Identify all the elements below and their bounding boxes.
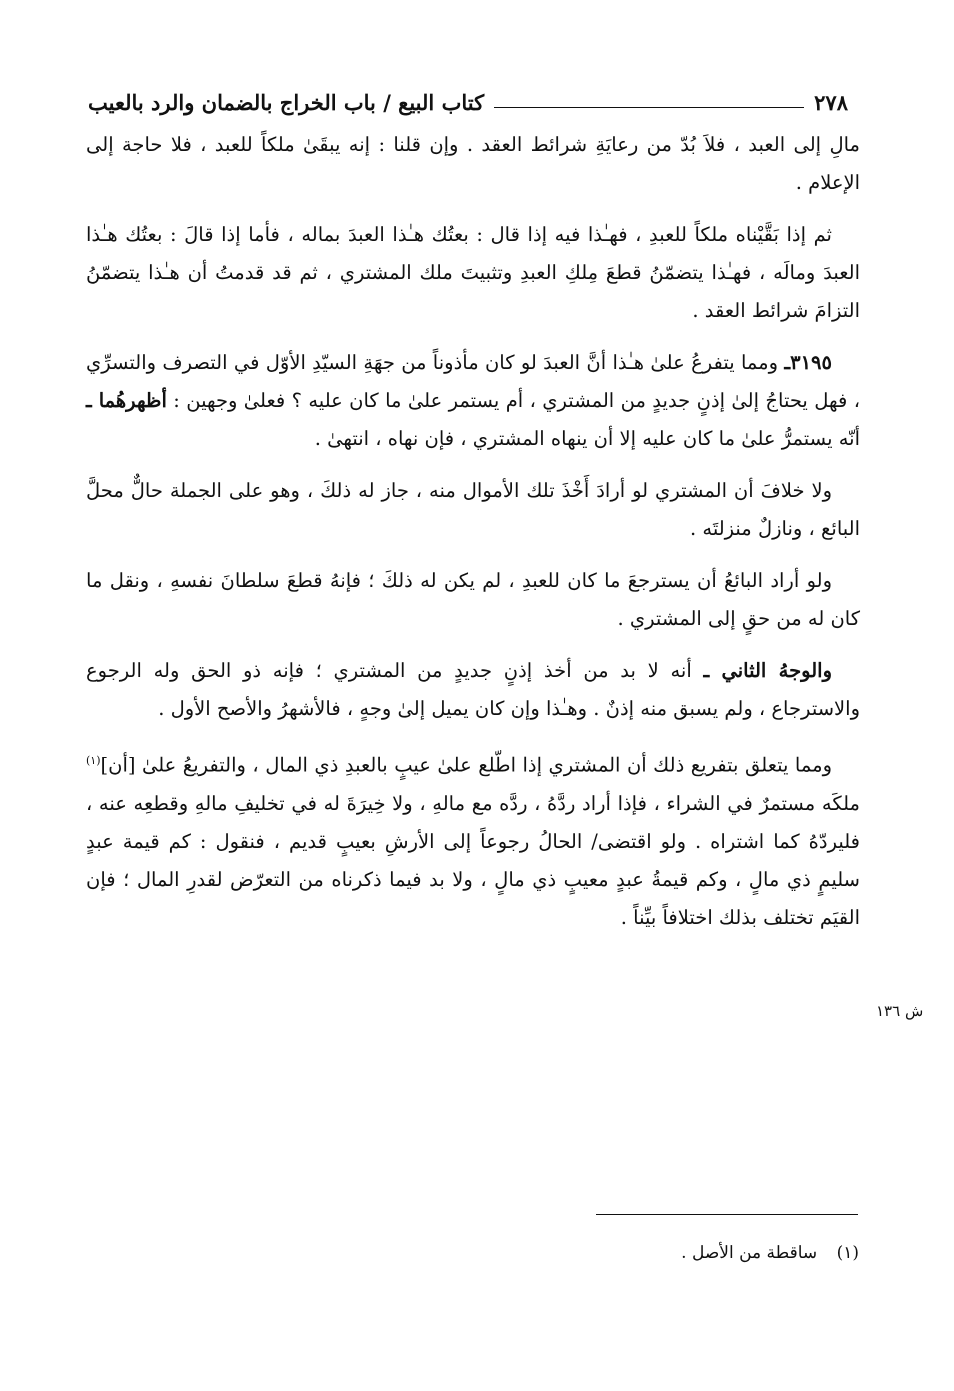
paragraph-7-text-b: ملكَه مستمرٌ في الشراء ، فإذا أراد ردَّهُ ، ردَّه مع مالهِ ، ولا خِيرَةَ له في تخليفِ مالهِ وقطعِه عنه ، فليردّهُ كما اشتراه . ولو اقتضى/ الحالُ رجوعاً إلى الأرشِ بعيبٍ قديم ، فنقول : كم قيمة عبدٍ سليمٍ ذي مالٍ ، وكم قيمةُ عبدٍ معيبٍ ذي مالٍ ، ولا بد فيما ذكرناه من التعرّض لقدرِ المال ؛ فإن القيَم تختلف بذلك اختلافاً بيِّناً . [86,791,860,929]
page-header [88,86,848,118]
footnote-rule [596,1214,858,1215]
paragraph-7-text-a: ومما يتعلق بتفريع ذلك أن المشتري إذا اطّلع علىٰ عيبٍ بالعبدِ ذي المال ، والتفريعُ علىٰ [أن] [100,753,832,777]
footnote-ref: (١) [86,754,101,767]
page-number: ٢٧٨ [814,89,848,115]
issue-number: ٣١٩٥ـ [784,351,832,374]
paragraph-3-bold: أظهرهُما ـ [86,389,167,412]
paragraph-3-text-b: أنّه يستمرُّ علىٰ ما كان عليه إلا أن ينهاه المشتري ، فإن نهاه ، انتهىٰ . [314,427,860,450]
paragraph-3 [86,344,860,458]
paragraph-2: ثم إذا بَقَّيْناه ملكاً للعبدِ ، فهـٰذا فيه إذا قال : بعتُك هـٰذا العبدَ بماله ، فأما إذا قالَ : بعتُك هـٰذا العبدَ ومالَه ، فهـٰذا يتضمّنُ قطعَ مِلكِ العبدِ وتثبيتَ ملك المشتري ، ثم قد قدمتُ أن هـٰذا يتضمّنُ التزامَ شرائط العقد . [86,223,860,322]
paragraph-7 [86,742,860,937]
body-text [86,126,860,951]
paragraph-5: ولو أراد البائعُ أن يسترجعَ ما كان للعبدِ ، لم يكن له ذلكَ ؛ فإنهُ قطعَ سلطانَ نفسهِ ، ونقل ما كان له من حقٍ إلى المشتري . [86,569,860,630]
running-title: كتاب البيع / باب الخراج بالضمان والرد بالعيب [88,89,485,115]
footnote-number: (١) [836,1243,859,1263]
paragraph-4: ولا خلافَ أن المشتري لو أرادَ أَخْذَ تلك الأموال منه ، جاز له ذلكَ ، وهو على الجملة حالٌّ محلَّ البائع ، ونازلٌ منزلتَه . [86,479,860,540]
paragraph-6-text: أنه لا بد من أخذ إذنٍ جديدٍ من المشتري ؛ فإنه ذو الحق وله الرجوع والاسترجاع ، ولم يسبق منه إذنٌ . وهـٰذا وإن كان يميل إلىٰ وجهٍ ، فالأشهرُ والأصح الأول . [86,659,860,720]
footnote-text: ساقطة من الأصل . [681,1243,818,1263]
margin-folio-note: ش ١٣٦ [876,1002,924,1020]
footnote [681,1243,859,1263]
paragraph-6-bold: والوجهُ الثاني ـ [703,659,832,682]
paragraph-3-text-a: ومما يتفرعُ علىٰ هـٰذا أنَّ العبدَ لو كان مأذوناً من جهَةِ السيّدِ الأوّل في التصرف والتسرِّي ، فهل يحتاجُ إلىٰ إذنٍ جديدٍ من المشتري ، أم يستمر علىٰ ما كان عليه ؟ فعلىٰ وجهين : [86,351,860,412]
header-rule [494,107,804,108]
paragraph-1: مالِ إلى العبد ، فلاَ بُدّ من رعايَةِ شرائط العقد . وإن قلنا : إنه يبقَىٰ ملكاً للعبد ، فلا حاجة إلى الإعلام . [86,133,860,194]
paragraph-6 [86,652,860,728]
